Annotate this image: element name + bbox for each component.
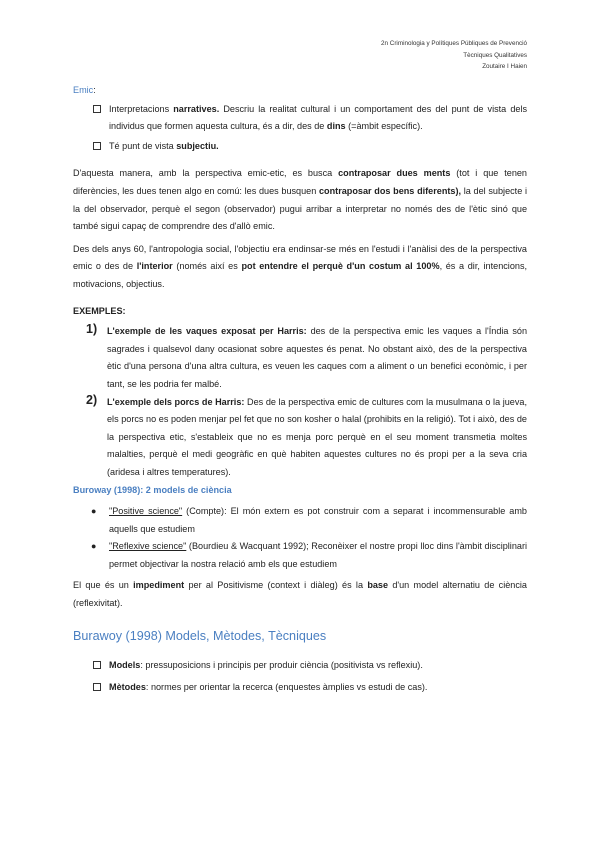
science-item-reflexive: ● "Reflexive science" (Bourdieu & Wacquant 1992); Reconèixer el nostre propi lloc dins l'àmbit disciplinari permet objectivar la nostra relació amb els que estudiem (73, 538, 527, 573)
emic-colon: : (93, 85, 96, 95)
science-item-positive: ● "Positive science" (Compte): El món extern es pot construir com a separat i incommensurable amb aquells que estudiem (73, 503, 527, 538)
checkbox-icon (93, 105, 101, 113)
science-models-list (73, 503, 527, 573)
paragraph-emic-etic: D'aquesta manera, amb la perspectiva emic-etic, es busca contraposar dues ments (tot i que tenen diferències, les dues tenen algo en comú: les dues busquen contraposar dos bens diferents), la del subjecte i la del observador, perquè el segon (observador) pugui arribar a interpretar no només des de l'ètic sinó que també sigui capaç de comprendre des d'allò emic. (73, 168, 527, 232)
example-item-cows: 1) L'exemple de les vaques exposat per Harris: des de la perspectiva emic les vaques a l'Índia són sagrades i qualsevol dany ocasionat sobre aquestes és penat. No obstant això, des de la perspectiva ètic d'una persona d'una altra cultura, es veuen les caques com a aliment o un benefici econòmic, i per tant, se les podria fer malbé. (86, 322, 528, 389)
paragraph-anthropology: Des dels anys 60, l'antropologia social, l'objectiu era endinsar-se més en l'estudi i l'anàlisi des de la perspectiva emic o des de l'interior (només així es pot entendre el perquè d'un costum al 100%, és a dir, intencions, motivacions, objectius. (73, 243, 528, 289)
burawoy-list (73, 657, 527, 697)
checkbox-icon (93, 661, 101, 669)
bullet-icon: ● (91, 541, 97, 552)
example-item-pigs: 2) L'exemple dels porcs de Harris: Des de la perspectiva emic de cultures com la musulmana o la jueva, els porcs no es poden menjar pel fet que no son kosher o halal (prohibits en la religió). Tot i això, des de la perspectiva etic, s'estableix que no es menja porc perquè en el seu moment transmetia moltes malalties, perquè el medi geogràfic en què habiten aquestes cultures no és propi per a la seva cria (aridesa i altres temperatures). (86, 392, 527, 477)
emic-heading (73, 82, 527, 100)
emic-list (73, 101, 527, 156)
emic-item-narratives: Interpretacions narratives. Descriu la realitat cultural i un comportament des del punt de vista dels individus que formen aquesta cultura, és a dir, des de dins (=àmbit específic). (73, 101, 527, 136)
checkbox-icon (93, 683, 101, 691)
list-number: 2) (86, 392, 98, 407)
document-body (73, 82, 527, 697)
emic-item-subjective: Té punt de vista subjectiu. (73, 138, 527, 156)
burawoy-heading: Burawoy (1998) Models, Mètodes, Tècniques (73, 628, 327, 643)
page-header (381, 38, 527, 73)
bullet-icon: ● (91, 506, 97, 517)
checkbox-icon (93, 142, 101, 150)
examples-list (73, 323, 527, 481)
list-number: 1) (86, 322, 98, 337)
paragraph-positivism: El que és un impediment per al Positivisme (context i diàleg) és la base d'un model alternatiu de ciència (reflexivitat). (73, 580, 527, 609)
buroway-heading: Buroway (1998): 2 models de ciència (73, 485, 232, 496)
examples-heading: EXEMPLES: (73, 305, 126, 316)
header-subject: Tècniques Qualitatives (463, 51, 527, 59)
header-author: Zoutaire I Haien (482, 63, 527, 70)
emic-label: Emic (73, 85, 94, 95)
header-course: 2n Criminologia y Polítiques Públiques de Prevenció (381, 40, 527, 47)
burawoy-item-methods: Mètodes: normes per orientar la recerca (enquestes àmplies vs estudi de cas). (73, 679, 527, 697)
burawoy-item-models: Models: pressuposicions i principis per produir ciència (positivista vs reflexiu). (73, 657, 527, 675)
